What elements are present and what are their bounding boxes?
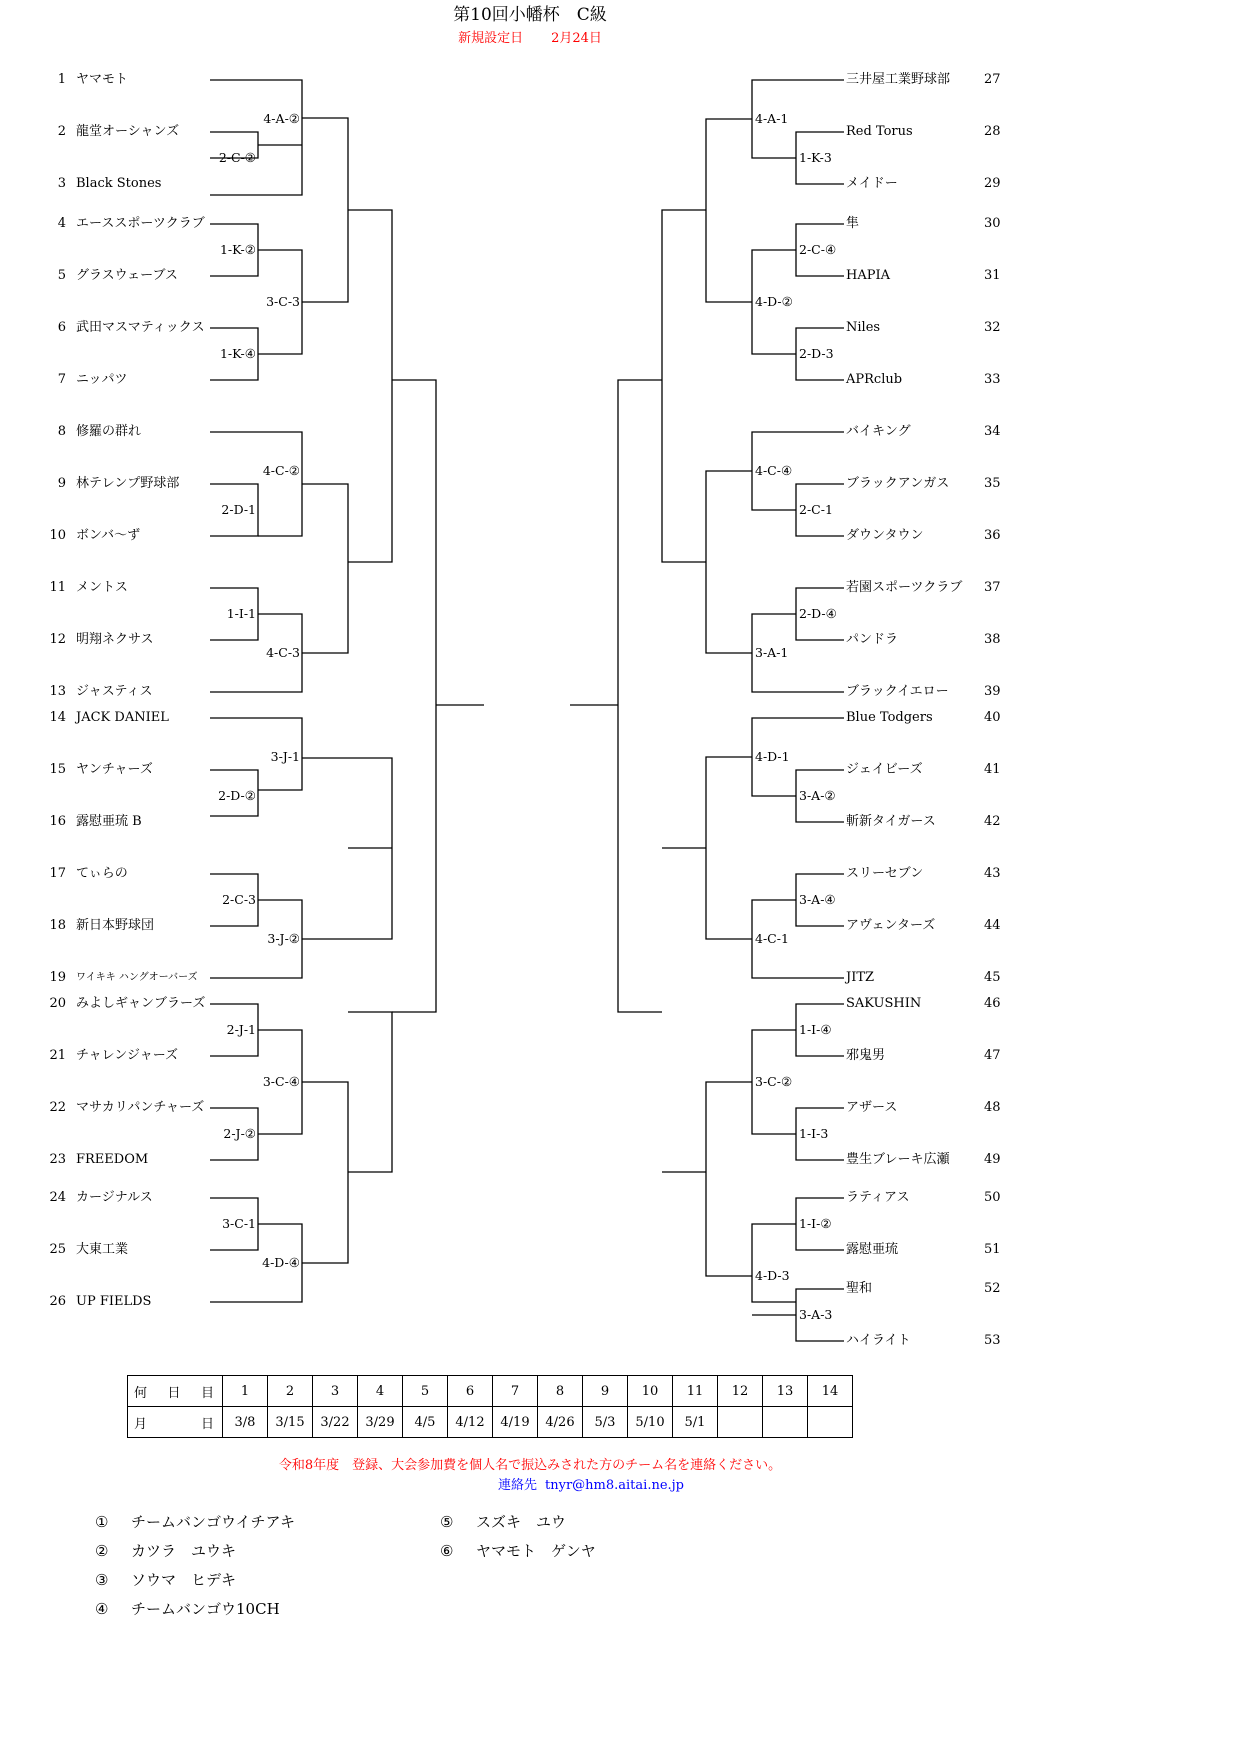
match-label: 1-I-④ <box>799 1022 832 1037</box>
match-label: 1-I-② <box>799 1216 832 1231</box>
team-name: 斬新タイガース <box>846 814 936 829</box>
day-cell: 9 <box>583 1376 628 1407</box>
team-number: 11 <box>49 580 66 595</box>
match-label: 2-C-④ <box>799 242 837 257</box>
team-name: てぃらの <box>76 866 128 881</box>
team-name: チャレンジャーズ <box>76 1048 179 1063</box>
day-cell: 12 <box>718 1376 763 1407</box>
legend-mark: ⑥ <box>440 1542 454 1560</box>
match-label: 4-D-1 <box>755 749 790 764</box>
team-number: 40 <box>984 710 1001 725</box>
team-number: 50 <box>984 1190 1001 1205</box>
match-label: 3-C-② <box>755 1074 793 1089</box>
legend-item <box>95 1512 295 1532</box>
team-number: 33 <box>984 372 1001 387</box>
contact-label: 連絡先 <box>498 1478 538 1493</box>
legend-item <box>95 1570 236 1590</box>
team-number: 47 <box>984 1048 1001 1063</box>
team-name: カージナルス <box>76 1190 153 1205</box>
schedule-row-label: 月 日 <box>128 1407 223 1438</box>
team-name: ヤマモト <box>76 72 129 87</box>
legend-mark: ⑤ <box>440 1513 454 1531</box>
match-label: 2-J-② <box>223 1126 256 1141</box>
team-number: 34 <box>984 424 1001 439</box>
team-number: 22 <box>49 1100 66 1115</box>
team-name: Niles <box>846 320 881 335</box>
team-number: 43 <box>984 866 1001 881</box>
team-number: 19 <box>49 970 66 985</box>
date-cell: 4/5 <box>403 1407 448 1438</box>
team-number: 53 <box>984 1333 1001 1348</box>
match-label: 4-D-3 <box>755 1268 790 1283</box>
date-cell: 4/26 <box>538 1407 583 1438</box>
page-title: 第10回小幡杯 C級 <box>453 5 607 25</box>
team-number: 38 <box>984 632 1001 647</box>
match-label: 2-C-② <box>218 150 256 165</box>
date-cell: 5/10 <box>628 1407 673 1438</box>
team-name: パンドラ <box>846 632 899 647</box>
team-name: APRclub <box>846 372 903 387</box>
team-number: 41 <box>984 762 1001 777</box>
team-number: 17 <box>49 866 66 881</box>
match-label: 4-C-④ <box>755 463 793 478</box>
team-name: Blue Todgers <box>846 710 933 725</box>
team-name: 武田マスマティックス <box>76 320 205 335</box>
team-name: Red Torus <box>846 124 913 139</box>
team-number: 7 <box>57 372 66 387</box>
team-number: 6 <box>57 320 66 335</box>
match-label: 2-D-④ <box>799 606 837 621</box>
team-number: 45 <box>984 970 1001 985</box>
team-number: 20 <box>49 996 66 1011</box>
team-name: UP FIELDS <box>76 1294 152 1309</box>
legend-mark: ② <box>95 1542 109 1560</box>
day-cell: 3 <box>313 1376 358 1407</box>
match-label: 4-A-② <box>263 111 300 126</box>
subtitle-date: 2月24日 <box>551 31 602 46</box>
match-label: 3-C-3 <box>266 294 300 309</box>
team-number: 46 <box>984 996 1001 1011</box>
match-label: 1-I-3 <box>799 1126 829 1141</box>
date-cell: 4/12 <box>448 1407 493 1438</box>
day-cell: 2 <box>268 1376 313 1407</box>
team-name: みよしギャンブラーズ <box>76 996 206 1011</box>
team-number: 12 <box>49 632 66 647</box>
team-name: 豊生ブレーキ広瀬 <box>846 1152 950 1167</box>
legend-mark: ③ <box>95 1571 109 1589</box>
team-number: 18 <box>49 918 66 933</box>
match-label: 2-D-3 <box>799 346 834 361</box>
team-name: メントス <box>76 580 128 595</box>
team-name: 大東工業 <box>76 1242 129 1257</box>
match-label: 2-J-1 <box>226 1022 256 1037</box>
legend-item <box>440 1541 596 1561</box>
date-cell: 4/19 <box>493 1407 538 1438</box>
notice-text: 令和8年度 登録、大会参加費を個人名で振込みされた方のチーム名を連絡ください。 <box>278 1458 782 1473</box>
schedule-row-label: 何 日 目 <box>128 1376 223 1407</box>
legend-name: スズキ ユウ <box>476 1513 567 1531</box>
team-number: 48 <box>984 1100 1001 1115</box>
day-cell: 6 <box>448 1376 493 1407</box>
day-cell: 11 <box>673 1376 718 1407</box>
match-label: 3-J-1 <box>270 749 300 764</box>
match-label: 4-C-1 <box>755 931 789 946</box>
day-cell: 8 <box>538 1376 583 1407</box>
match-label: 3-C-④ <box>262 1074 300 1089</box>
team-name: HAPIA <box>846 268 890 283</box>
day-cell: 14 <box>808 1376 853 1407</box>
team-name: 隼 <box>846 216 860 231</box>
contact-line <box>498 1474 684 1493</box>
team-name: メイドー <box>846 176 898 191</box>
schedule-row-dates <box>128 1407 853 1438</box>
match-label: 4-A-1 <box>755 111 789 126</box>
team-number: 37 <box>984 580 1001 595</box>
match-label: 2-C-3 <box>222 892 256 907</box>
match-label: 4-D-④ <box>262 1255 300 1270</box>
match-label: 4-D-② <box>755 294 793 309</box>
day-cell: 1 <box>223 1376 268 1407</box>
team-name: 新日本野球団 <box>76 918 155 933</box>
team-name: 露慰亜琉 B <box>76 814 142 829</box>
legend-mark: ① <box>95 1513 109 1531</box>
legend-name: ヤマモト ゲンヤ <box>476 1542 596 1560</box>
team-name: ダウンタウン <box>846 528 924 543</box>
match-label: 4-C-3 <box>266 645 300 660</box>
legend-item <box>95 1541 236 1561</box>
team-number: 9 <box>57 476 66 491</box>
team-name: Black Stones <box>76 176 162 191</box>
legend-name: カツラ ユウキ <box>131 1542 237 1560</box>
match-label: 3-A-3 <box>799 1307 833 1322</box>
match-label: 3-A-② <box>799 788 836 803</box>
contact-email[interactable]: tnyr@hm8.aitai.ne.jp <box>545 1478 684 1493</box>
match-label: 2-C-1 <box>799 502 833 517</box>
team-name: ヤンチャーズ <box>76 762 153 777</box>
match-label: 1-K-② <box>219 242 256 257</box>
team-name: エーススポーツクラブ <box>76 216 205 231</box>
team-number: 31 <box>984 268 1001 283</box>
team-number: 16 <box>49 814 66 829</box>
team-name: ニッパツ <box>76 372 128 387</box>
team-name: JACK DANIEL <box>76 710 169 725</box>
team-name: ワイキキ ハングオーバーズ <box>76 972 198 983</box>
match-label: 2-D-1 <box>221 502 256 517</box>
team-number: 51 <box>984 1242 1001 1257</box>
team-name: 三井屋工業野球部 <box>846 72 951 87</box>
team-name: 龍堂オーシャンズ <box>76 124 180 139</box>
legend-name: ソウマ ヒデキ <box>131 1571 237 1589</box>
team-name: ハイライト <box>846 1333 911 1348</box>
legend-name: チームバンゴウ10CH <box>131 1600 280 1618</box>
team-number: 28 <box>984 124 1001 139</box>
date-cell: 5/1 <box>673 1407 718 1438</box>
date-cell <box>808 1407 853 1438</box>
match-label: 3-A-1 <box>755 645 789 660</box>
legend-mark: ④ <box>95 1600 109 1618</box>
legend-item <box>95 1599 280 1619</box>
team-name: ブラックイエロー <box>846 684 949 699</box>
legend-item <box>440 1512 566 1532</box>
team-name: 露慰亜琉 <box>846 1242 899 1257</box>
day-cell: 7 <box>493 1376 538 1407</box>
team-number: 10 <box>49 528 66 543</box>
team-number: 32 <box>984 320 1001 335</box>
team-number: 21 <box>49 1048 66 1063</box>
team-name: SAKUSHIN <box>846 996 922 1011</box>
team-number: 36 <box>984 528 1001 543</box>
team-name: ジェイビーズ <box>846 762 923 777</box>
date-cell <box>718 1407 763 1438</box>
team-name: アザース <box>846 1100 898 1115</box>
match-label: 3-J-② <box>267 931 300 946</box>
schedule-row-days <box>128 1376 853 1407</box>
match-label: 1-K-④ <box>219 346 256 361</box>
team-number: 3 <box>57 176 66 191</box>
schedule-table <box>127 1375 853 1438</box>
team-number: 44 <box>984 918 1001 933</box>
match-label: 4-C-② <box>262 463 300 478</box>
team-number: 30 <box>984 216 1001 231</box>
date-cell: 3/29 <box>358 1407 403 1438</box>
team-name: 修羅の群れ <box>76 424 142 439</box>
team-name: 林テレンプ野球部 <box>76 476 180 491</box>
team-number: 23 <box>49 1152 66 1167</box>
team-name: バイキング <box>846 424 911 439</box>
team-name: ジャスティス <box>76 684 153 699</box>
team-name: アヴェンターズ <box>846 918 936 933</box>
team-name: マサカリパンチャーズ <box>76 1100 205 1115</box>
team-name: ブラックアンガス <box>846 476 950 491</box>
team-number: 14 <box>49 710 66 725</box>
date-cell: 3/8 <box>223 1407 268 1438</box>
team-number: 27 <box>984 72 1001 87</box>
team-number: 35 <box>984 476 1001 491</box>
team-number: 49 <box>984 1152 1001 1167</box>
legend-name: チームバンゴウイチアキ <box>131 1513 295 1531</box>
team-name: スリーセブン <box>846 866 924 881</box>
match-label: 3-A-④ <box>799 892 836 907</box>
team-number: 8 <box>57 424 66 439</box>
match-label: 3-C-1 <box>222 1216 256 1231</box>
team-number: 13 <box>49 684 66 699</box>
subtitle-label: 新規設定日 <box>458 31 524 46</box>
team-name: グラスウェーブス <box>76 268 178 283</box>
day-cell: 5 <box>403 1376 448 1407</box>
team-name: 聖和 <box>846 1281 873 1296</box>
team-name: ボンバ～ず <box>76 528 141 543</box>
team-number: 29 <box>984 176 1001 191</box>
team-number: 52 <box>984 1281 1001 1296</box>
match-label: 1-I-1 <box>226 606 256 621</box>
date-cell <box>763 1407 808 1438</box>
team-name: FREEDOM <box>76 1152 149 1167</box>
date-cell: 3/15 <box>268 1407 313 1438</box>
team-name: 若園スポーツクラブ <box>846 580 963 595</box>
date-cell: 3/22 <box>313 1407 358 1438</box>
match-label: 2-D-② <box>218 788 256 803</box>
day-cell: 13 <box>763 1376 808 1407</box>
team-name: 明翔ネクサス <box>76 632 154 647</box>
team-number: 42 <box>984 814 1001 829</box>
team-name: ラティアス <box>846 1190 910 1205</box>
team-number: 15 <box>49 762 66 777</box>
day-cell: 4 <box>358 1376 403 1407</box>
team-number: 24 <box>49 1190 66 1205</box>
team-name: 邪鬼男 <box>846 1048 886 1063</box>
team-number: 25 <box>49 1242 66 1257</box>
team-number: 26 <box>49 1294 66 1309</box>
team-number: 2 <box>57 124 66 139</box>
team-number: 1 <box>57 72 66 87</box>
team-number: 4 <box>57 216 66 231</box>
day-cell: 10 <box>628 1376 673 1407</box>
team-number: 5 <box>57 268 66 283</box>
date-cell: 5/3 <box>583 1407 628 1438</box>
team-number: 39 <box>984 684 1001 699</box>
team-name: JITZ <box>846 970 875 985</box>
match-label: 1-K-3 <box>799 150 832 165</box>
